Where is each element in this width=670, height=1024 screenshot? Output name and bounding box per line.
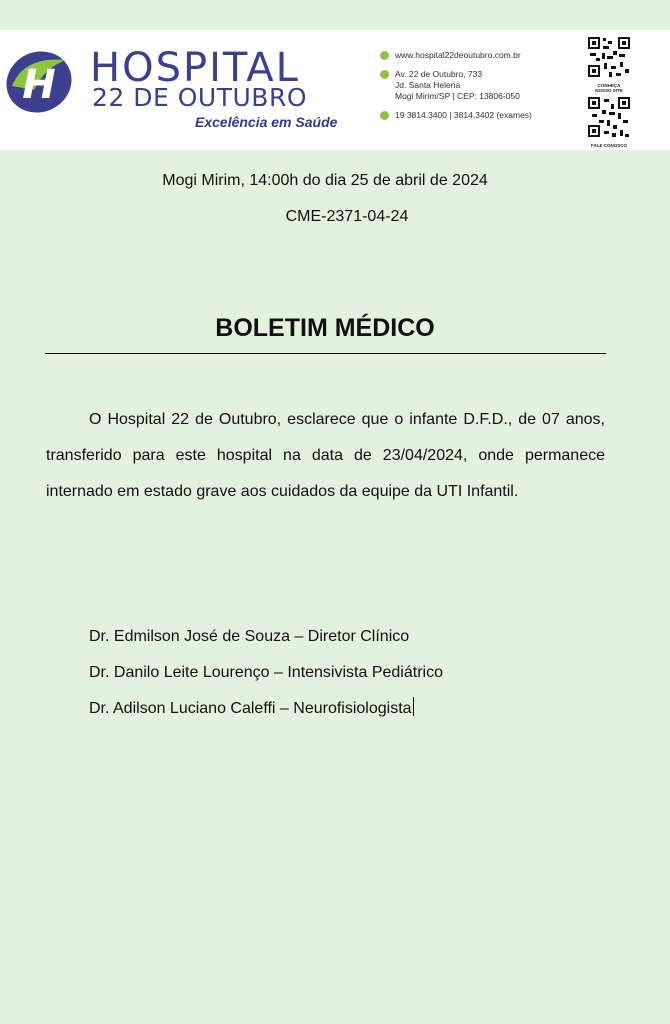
phone-numbers: 19 3814.3400 | 3814.3402 (exames) — [395, 110, 532, 120]
qr-label-1b: NOSSO SITE — [595, 88, 623, 93]
website-link[interactable]: www.hospital22deoutubro.com.br — [395, 50, 521, 60]
signature-line — [89, 660, 443, 696]
brand-subname: 22 DE OUTUBRO — [92, 83, 307, 112]
text-cursor — [413, 697, 414, 716]
location-icon — [380, 70, 389, 79]
phone-row — [380, 110, 580, 121]
qr-code-contact[interactable] — [587, 96, 631, 148]
title-divider — [45, 353, 606, 354]
bulletin-paragraph[interactable] — [46, 402, 605, 510]
phone-icon — [380, 111, 389, 120]
qr-code-icon — [587, 36, 631, 78]
signature-line — [89, 696, 443, 732]
address-row — [380, 69, 580, 102]
signature-line — [89, 624, 443, 660]
address-line-1: Av. 22 de Outubro, 733 — [395, 69, 483, 79]
website-row[interactable] — [380, 50, 580, 61]
qr-code-icon — [587, 96, 631, 138]
page-title: BOLETIM MÉDICO — [215, 314, 435, 342]
signature-neurophysiologist: Dr. Adilson Luciano Caleffi – Neurofisiologista — [89, 700, 412, 717]
contact-info — [380, 50, 580, 129]
brand-name: HOSPITAL — [90, 45, 300, 91]
globe-icon — [380, 51, 389, 60]
qr-label-2: FALE CONOSCO — [590, 143, 627, 148]
address-line-3: Mogi Mirim/SP | CEP: 13806-050 — [395, 91, 520, 101]
signature-director: Dr. Edmilson José de Souza – Diretor Clínico — [89, 628, 410, 645]
letterhead — [0, 30, 670, 150]
logo-letter: H — [22, 62, 56, 108]
signature-intensivist: Dr. Danilo Leite Lourenço – Intensivista Pediátrico — [89, 664, 443, 681]
address-line-2: Jd. Santa Helena — [395, 80, 461, 90]
qr-label-1a: CONHEÇA — [597, 83, 621, 88]
document-code: CME-2371-04-24 — [285, 208, 409, 225]
bulletin-text: O Hospital 22 de Outubro, esclarece que o infante D.F.D., de 07 anos, transferido para este hospital na data de 23/04/2024, onde permanece internado em estado grave aos cuidados da equipe da UTI Infantil. — [46, 411, 605, 500]
signature-list[interactable] — [89, 624, 443, 732]
brand-tagline: Excelência em Saúde — [195, 114, 338, 130]
place-date: Mogi Mirim, 14:00h do dia 25 de abril de 2024 — [162, 172, 488, 189]
hospital-logo-icon — [4, 46, 74, 118]
qr-code-site[interactable] — [587, 36, 631, 93]
